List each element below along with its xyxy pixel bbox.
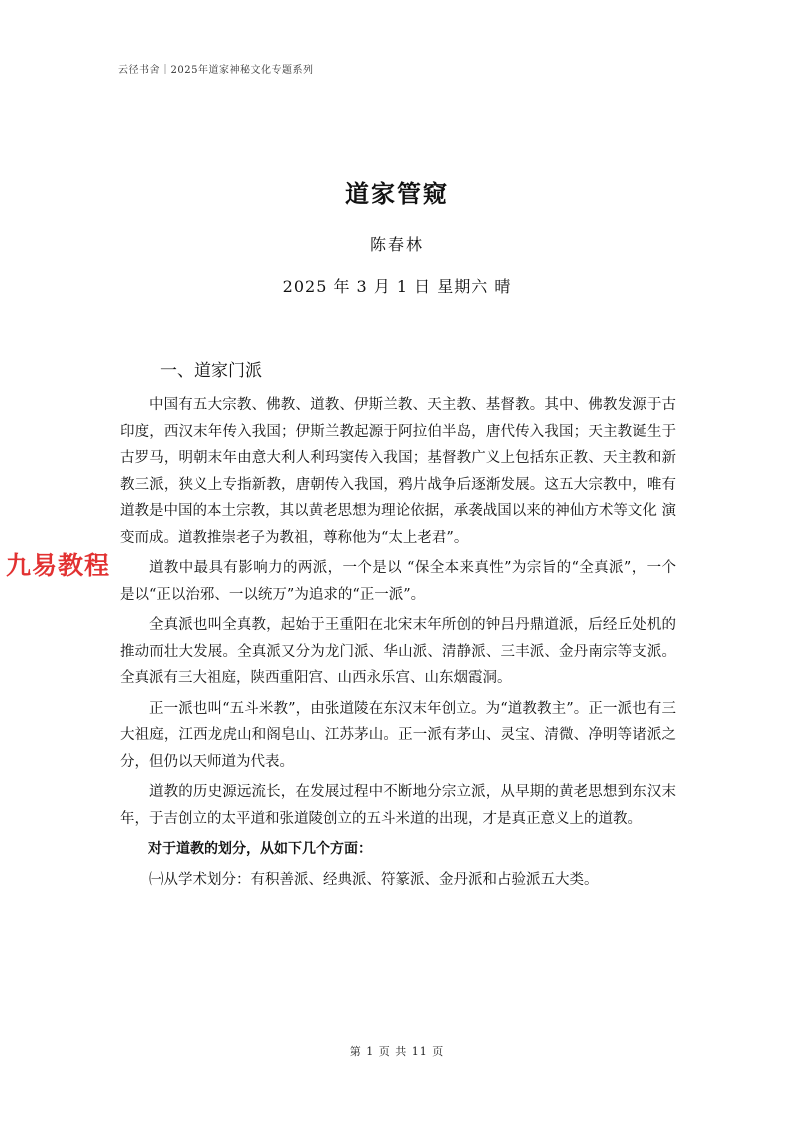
paragraph-two-schools: 道教中最具有影响力的两派，一个是以 “保全本来真性”为宗旨的“全真派”，一个是以“正以治邪、一以统万”为追求的“正一派”。 xyxy=(120,560,676,603)
paragraph-history: 道教的历史源远流长，在发展过程中不断地分宗立派，从早期的黄老思想到东汉末年，于吉创立的太平道和张道陵创立的五斗米道的出现，才是真正意义上的道教。 xyxy=(120,784,676,827)
page-footer: 第 1 页 共 11 页 xyxy=(349,1045,445,1058)
series-header: 云径书舍｜2025年道家神秘文化专题系列 xyxy=(118,65,314,76)
body-text xyxy=(120,392,676,893)
document-title: 道家管窥 xyxy=(345,180,449,208)
paragraph-quanzhen: 全真派也叫全真教，起始于王重阳在北宋末年所创的钟吕丹鼎道派，后经丘处机的推动而壮大发展。全真派又分为龙门派、华山派、清静派、三丰派、金丹南宗等支派。全真派有三大祖庭，陕西重阳宫、山西永乐宫、山东烟霞洞。 xyxy=(120,617,676,686)
paragraph-zhengyi: 正一派也叫“五斗米教”，由张道陵在东汉末年创立。为“道教教主”。正一派也有三大祖庭，江西龙虎山和阁皂山、江苏茅山。正一派有茅山、灵宝、清微、净明等诸派之分，但仍以天师道为代表。 xyxy=(120,700,676,770)
section-heading: 一、道家门派 xyxy=(160,361,262,381)
document-date: 2025 年 3 月 1 日 星期六 晴 xyxy=(282,277,512,296)
watermark-logo: 九易教程 xyxy=(6,551,111,580)
paragraph-classification-intro: 对于道教的划分，从如下几个方面： xyxy=(148,841,372,857)
list-item-academic: ㈠从学术划分：有积善派、经典派、符篆派、金丹派和占验派五大类。 xyxy=(149,871,599,888)
author-name: 陈春林 xyxy=(369,235,424,254)
paragraph-religions: 中国有五大宗教、佛教、道教、伊斯兰教、天主教、基督教。其中、佛教发源于古印度，西汉末年传入我国；伊斯兰教起源于阿拉伯半岛，唐代传入我国；天主教诞生于古罗马，明朝末年由意大利人利玛窦传入我国；基督教广义上包括东正教、天主教和新教三派，狭义上专指新教，唐朝传入我国，鸦片战争后逐渐发展。这五大宗教中，唯有道教是中国的本土宗教，其以黄老思想为理论依据，承袭战国以来的神仙方术等文化 演变而成。道教推崇老子为教祖，尊称他为“太上老君”。 xyxy=(120,397,676,546)
